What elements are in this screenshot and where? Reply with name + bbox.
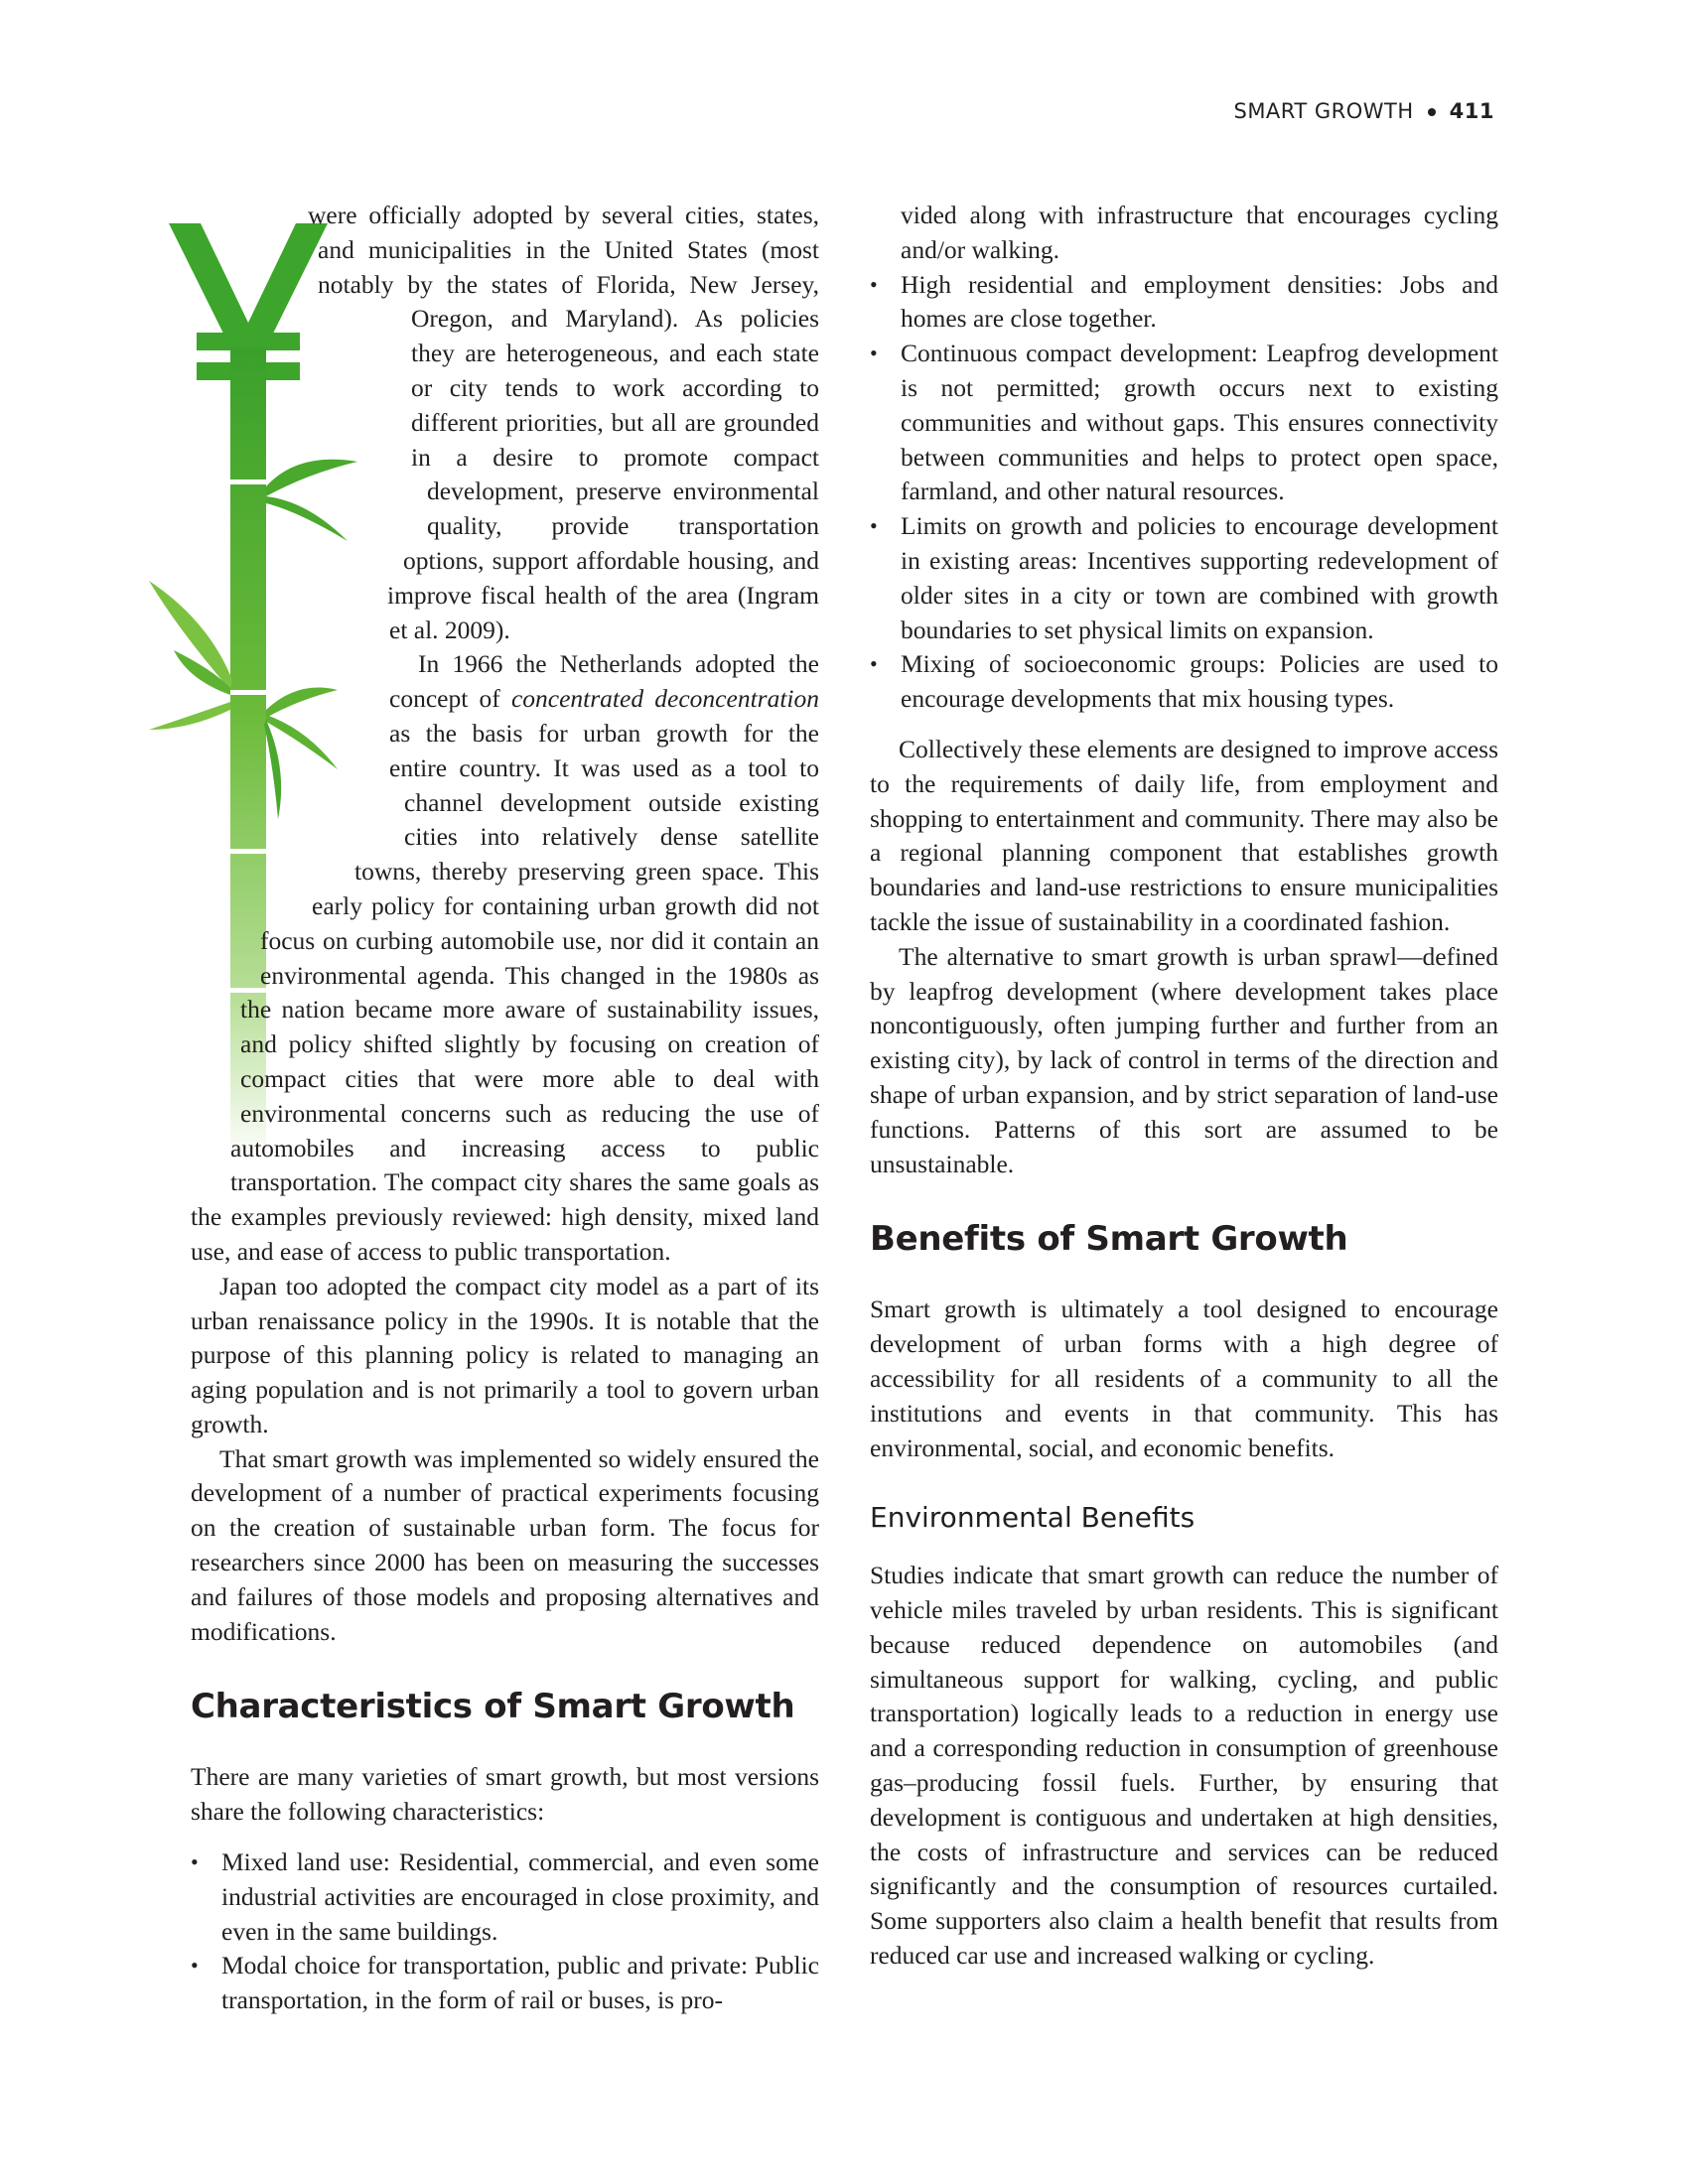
wrap-spacer xyxy=(191,546,387,581)
wrap-spacer xyxy=(191,199,308,233)
wrap-spacer xyxy=(191,650,300,685)
paragraph: That smart growth was implemented so widely ensured the development of a number of practical experiments focusing on the creation of sustainable urban form. The focus for researchers since 2000 has been on measuring the successes and failures of those models and proposing alternatives and modifications. xyxy=(191,1443,819,1646)
list-item: • Continuous compact development: Leapfrog development is not permitted; growth occurs next to existing communities and without gaps. This ensures connectivity between communities and helps to protect open space, farmland, and other natural resources. xyxy=(870,337,1498,509)
paragraph-text: as the basis for urban growth for the entire country. It was used as a tool to channel development outside existing cities into relatively dense satellite towns, thereby preserving green space. This early policy for containing urban growth did not focus on curbing automobile use, nor did it contain an environmental agenda. This changed in the 1980s as the nation became more aware of sustainability issues, and policy shifted slightly by focusing on creation of compact cities that were more able to deal with environmental concerns such as reducing the use of automobiles and increasing access to public transportation. The compact city shares the same goals as the examples previously reviewed: high density, mixed land use, and ease of access to public transportation. xyxy=(191,718,819,1266)
bullet-separator-icon xyxy=(1428,108,1436,116)
list-item: • Modal choice for transportation, public and private: Public transportation, in the form of rail or buses, is pro- xyxy=(191,1949,819,2018)
emphasis-term: concentrated deconcentration xyxy=(510,684,819,714)
subsection-heading: Environmental Benefits xyxy=(870,1501,1196,1535)
list-item: • High residential and employment densities: Jobs and homes are close together. xyxy=(870,268,1498,338)
list-item: • Limits on growth and policies to encourage development in existing areas: Incentives supporting redevelopment of older sites in a city or town are combined with growth boundaries to set physical limits on expansion. xyxy=(870,509,1498,647)
list-item: • Mixing of socioeconomic groups: Policies are used to encourage developments that mix housing types. xyxy=(870,647,1498,717)
right-column xyxy=(870,199,1498,1974)
list-item: • Mixed land use: Residential, commercial, and even some industrial activities are encouraged in close proximity, and even in the same buildings. xyxy=(191,1845,819,1949)
wrap-spacer xyxy=(191,372,282,442)
list-item-continuation: vided along with infrastructure that encourages cycling and/or walking. xyxy=(901,201,1498,264)
wrap-spacer xyxy=(191,754,389,789)
paragraph: Studies indicate that smart growth can reduce the number of vehicle miles traveled by urban residents. This is significant because reduced dependence on automobiles (and simultaneous support for walking, cycling, and public transportation) logically leads to a reduction in energy use and a corresponding reduction in consumption of greenhouse gas–producing fossil fuels. Further, by ensuring that development is contiguous and undertaken at high densities, the costs of infrastructure and services can be reduced significantly and the consumption of resources curtailed. Some supporters also claim a health benefit that results from reduced car use and increased walking or cycling. xyxy=(870,1561,1498,1971)
wrap-spacer xyxy=(191,1102,230,1171)
section-heading: Characteristics of Smart Growth xyxy=(191,1687,795,1727)
paragraph: Japan too adopted the compact city model as a part of its urban renaissance policy in the 1990s. It is notable that the purpose of this planning policy is related to managing an aging population and is not primarily a tool to govern urban growth. xyxy=(191,1271,819,1438)
wrap-spacer xyxy=(191,233,318,268)
wrap-spacer xyxy=(191,824,354,859)
page-number: 411 xyxy=(1449,99,1494,123)
bullet-list xyxy=(191,1845,819,2018)
paragraph: Collectively these elements are designed to improve access to the requirements of daily life, from employment and shopping to entertainment and community. There may also be a regional planning component that establishes growth boundaries and land-use restrictions to ensure municipalities tackle the issue of sustainability in a coordinated fashion. xyxy=(870,734,1498,936)
wrap-spacer xyxy=(191,720,369,754)
section-heading: Benefits of Smart Growth xyxy=(870,1219,1348,1260)
wrap-spacer xyxy=(191,581,310,615)
bullet-list xyxy=(870,268,1498,717)
wrap-spacer xyxy=(191,859,312,893)
wrap-spacer xyxy=(191,893,260,963)
left-column xyxy=(191,199,819,2018)
paragraph: There are many varieties of smart growth, but most versions share the following characteristics: xyxy=(191,1762,819,1827)
wrap-spacer xyxy=(191,789,404,824)
running-head-title: SMART GROWTH xyxy=(1233,99,1414,123)
paragraph: Smart growth is ultimately a tool designed to encourage development of urban forms with a high degree of accessibility for all residents of a community to all the institutions and events in that community. This has environmental, social, and economic benefits. xyxy=(870,1295,1498,1462)
paragraph-text: In 1966 the Netherlands adopted the concept of xyxy=(389,649,819,714)
wrap-spacer xyxy=(191,615,235,650)
running-head xyxy=(1233,99,1494,123)
paragraph: The alternative to smart growth is urban sprawl—defined by leapfrog development (where development takes place noncontiguously, often jumping further and further from an existing city), by lack of control in terms of the direction and shape of urban expansion, and by strict separation of land-use functions. Patterns of this sort are assumed to be unsustainable. xyxy=(870,941,1498,1178)
wrap-spacer xyxy=(191,963,240,1102)
paragraph: were officially adopted by several cities, states, and municipalities in the United States (most notably by the states of Florida, New Jersey, Oregon, and Maryland). As policies they are heterogeneous, and each state or city tends to work according to different priorities, but all are grounded in a desire to promote compact development, preserve environmental quality, provide transportation options, support affordable housing, and improve fiscal health of the area (Ingram et al. 2009). xyxy=(308,201,819,644)
wrap-spacer xyxy=(191,303,300,372)
wrap-spacer xyxy=(191,477,427,511)
wrap-spacer xyxy=(191,685,330,720)
wrap-spacer xyxy=(191,442,411,477)
wrap-spacer xyxy=(191,511,403,546)
wrap-spacer xyxy=(191,268,300,303)
